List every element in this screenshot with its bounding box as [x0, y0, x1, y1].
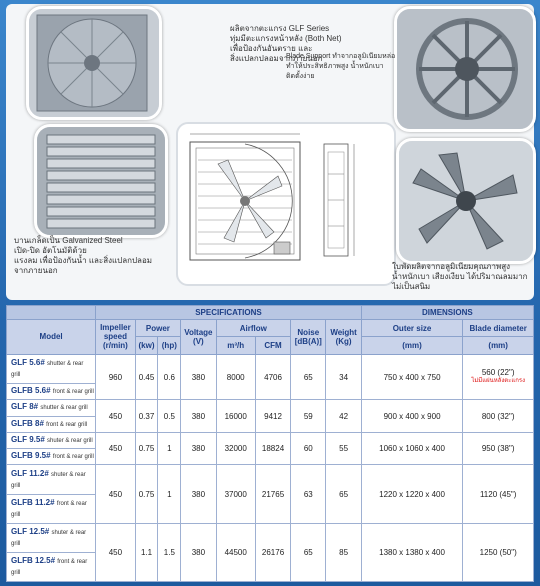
blade-cell: 950 (38"): [463, 432, 534, 465]
blade-cell: 800 (32"): [463, 400, 534, 433]
blade-diameter-header: Blade diameter: [463, 319, 534, 336]
impeller-cell: 960: [96, 354, 135, 399]
blade-support-caption: Blade Support ทำจากอลูมิเนียมหล่อ ทำให้ประสิทธิภาพสูง น้ำหนักเบา ติดตั้งง่าย: [286, 53, 396, 80]
cfm-cell: 4706: [255, 354, 290, 399]
m3h-cell: 37000: [216, 465, 255, 523]
model-header: Model: [7, 319, 96, 354]
voltage-cell: 380: [181, 400, 216, 433]
cfm-cell: 26176: [255, 523, 290, 581]
voltage-cell: 380: [181, 354, 216, 399]
power-hp-header: (hp): [158, 337, 181, 354]
cfm-cell: 9412: [255, 400, 290, 433]
model-cell: GLF 8# shutter & rear grill: [7, 400, 96, 416]
outer-size-unit: (mm): [361, 337, 463, 354]
outer-size-cell: 1380 x 1380 x 400: [361, 523, 463, 581]
noise-cell: 60: [291, 432, 326, 465]
voltage-cell: 380: [181, 523, 216, 581]
table-corner: [7, 306, 96, 320]
noise-cell: 65: [291, 354, 326, 399]
model-cell: GLFB 11.2# front & rear grill: [7, 494, 96, 523]
feature-panel: [6, 4, 534, 300]
outer-size-cell: 750 x 400 x 750: [361, 354, 463, 399]
hp-cell: 1.5: [158, 523, 181, 581]
hp-cell: 0.6: [158, 354, 181, 399]
model-cell: GLFB 8# front & rear grill: [7, 416, 96, 432]
voltage-cell: 380: [181, 465, 216, 523]
blade-support-photo: [394, 6, 536, 132]
net-caption: ผลิตจากตะแกรง GLF Series ทุ่มมีตะแกรงหน้าหลัง (Both Net) เพื่อป้องกันอันตราย และ สิ่งแปลกปลอมจากภายนอก: [230, 24, 342, 63]
model-cell: GLFB 5.6# front & rear grill: [7, 383, 96, 399]
kw-cell: 0.75: [135, 465, 158, 523]
noise-header: Noise [dB(A)]: [291, 319, 326, 354]
noise-cell: 65: [291, 523, 326, 581]
model-cell: GLF 12.5# shuter & rear grill: [7, 523, 96, 552]
technical-drawing: [176, 122, 396, 286]
weight-cell: 34: [326, 354, 361, 399]
model-cell: GLFB 12.5# front & rear grill: [7, 552, 96, 581]
table-row: [7, 400, 534, 416]
blade-diameter-unit: (mm): [463, 337, 534, 354]
blade-photo: [396, 138, 536, 264]
blade-cell: 1120 (45"): [463, 465, 534, 523]
outer-size-cell: 1060 x 1060 x 400: [361, 432, 463, 465]
m3h-cell: 32000: [216, 432, 255, 465]
voltage-cell: 380: [181, 432, 216, 465]
impeller-cell: 450: [96, 432, 135, 465]
kw-cell: 0.75: [135, 432, 158, 465]
airflow-header: Airflow: [216, 319, 291, 336]
noise-cell: 59: [291, 400, 326, 433]
power-header: Power: [135, 319, 181, 336]
blade-caption: ใบพัดผลิตจากอลูมิเนียมคุณภาพสูง น้ำหนักเบา เสียงเงียบ ได้ปริมาณลมมาก ไม่เป็นสนิม: [392, 262, 528, 291]
m3h-cell: 8000: [216, 354, 255, 399]
weight-cell: 42: [326, 400, 361, 433]
hp-cell: 1: [158, 432, 181, 465]
weight-header: Weight (Kg): [326, 319, 361, 354]
hp-cell: 1: [158, 465, 181, 523]
hp-cell: 0.5: [158, 400, 181, 433]
kw-cell: 1.1: [135, 523, 158, 581]
outer-size-header: Outer size: [361, 319, 463, 336]
m3h-cell: 44500: [216, 523, 255, 581]
weight-cell: 85: [326, 523, 361, 581]
kw-cell: 0.37: [135, 400, 158, 433]
louver-caption: บานเกล็ดเป็น Galvanized Steel เปิด-ปิด อัตโนมัติด้วย แรงลม เพื่อป้องกันน้ำ และสิ่งแปลกปลอม จากภายนอก: [14, 236, 153, 275]
m3h-cell: 16000: [216, 400, 255, 433]
kw-cell: 0.45: [135, 354, 158, 399]
impeller-header: Impeller speed (r/min): [96, 319, 135, 354]
table-row: [7, 465, 534, 494]
noise-cell: 63: [291, 465, 326, 523]
airflow-m3h-header: m³/h: [216, 337, 255, 354]
power-kw-header: (kw): [135, 337, 158, 354]
model-cell: GLF 11.2# shuter & rear grill: [7, 465, 96, 494]
fan-front-photo: [26, 6, 162, 120]
table-row: [7, 523, 534, 552]
model-cell: GLF 5.6# shutter & rear grill: [7, 354, 96, 383]
impeller-cell: 450: [96, 523, 135, 581]
louver-photo: [34, 124, 168, 238]
spec-table-wrapper: [6, 305, 534, 582]
blade-cell: 560 (22") ไม่มีแผ่นหลังตะแกรง: [463, 354, 534, 399]
model-cell: GLF 9.5# shuter & rear grill: [7, 432, 96, 448]
outer-size-cell: 1220 x 1220 x 400: [361, 465, 463, 523]
voltage-header: Voltage (V): [181, 319, 216, 354]
weight-cell: 65: [326, 465, 361, 523]
specifications-header: SPECIFICATIONS: [96, 306, 362, 320]
outer-size-cell: 900 x 400 x 900: [361, 400, 463, 433]
dimensions-header: DIMENSIONS: [361, 306, 533, 320]
weight-cell: 55: [326, 432, 361, 465]
cfm-cell: 18824: [255, 432, 290, 465]
cfm-cell: 21765: [255, 465, 290, 523]
blade-cell: 1250 (50"): [463, 523, 534, 581]
impeller-cell: 450: [96, 465, 135, 523]
table-row: [7, 432, 534, 448]
impeller-cell: 450: [96, 400, 135, 433]
spec-table: [6, 305, 534, 582]
airflow-cfm-header: CFM: [255, 337, 290, 354]
table-row: [7, 354, 534, 383]
model-cell: GLFB 9.5# front & rear grill: [7, 449, 96, 465]
blade-note: ไม่มีแผ่นหลังตะแกรง: [471, 378, 526, 385]
